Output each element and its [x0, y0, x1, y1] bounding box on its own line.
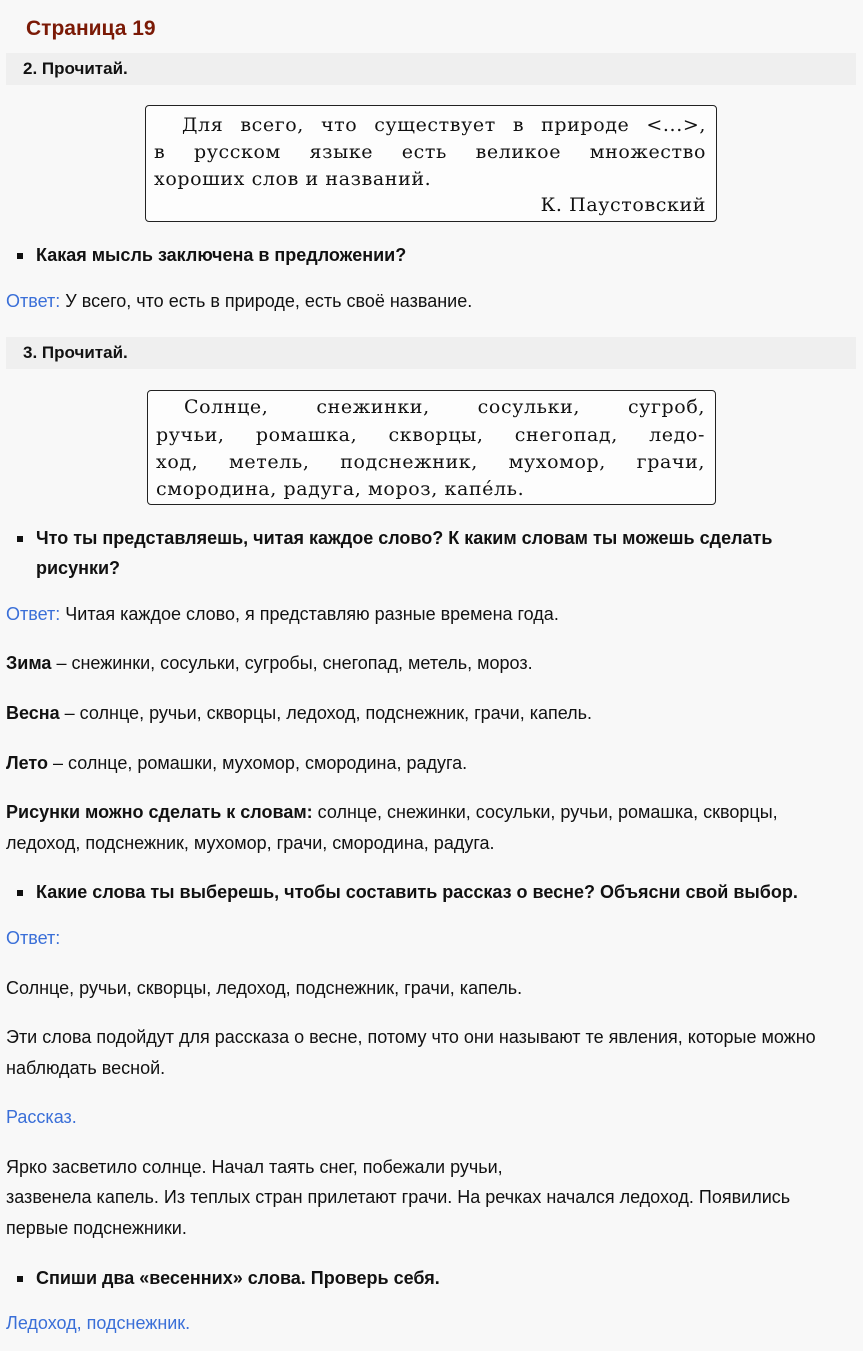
season-name: Лето: [6, 753, 48, 773]
task3-header: 3. Прочитай.: [6, 337, 856, 369]
quote-author: К. Паустовский: [540, 194, 706, 216]
task3-quote-box: [147, 390, 716, 505]
season-spring: [6, 698, 856, 729]
answer-text: Читая каждое слово, я представляю разные времена года.: [60, 604, 559, 624]
task2-header: 2. Прочитай.: [6, 53, 856, 85]
quote-line: хороших слов и названий.: [154, 168, 432, 190]
quote-line: в русском языке есть великое множество: [154, 141, 706, 163]
question-text: Что ты представляешь, читая каждое слово? К каким словам ты можешь сделать рисунки?: [36, 528, 773, 578]
task2-answer: [6, 286, 856, 317]
bullet-icon: [17, 536, 23, 542]
drawings-label: Рисунки можно сделать к словам:: [6, 802, 313, 822]
season-name: Весна: [6, 703, 60, 723]
season-name: Зима: [6, 653, 52, 673]
bullet-icon: [17, 1276, 23, 1282]
question-text: Какие слова ты выберешь, чтобы составить рассказ о весне? Объясни свой выбор.: [36, 882, 798, 902]
season-words: – солнце, ромашки, мухомор, смородина, радуга.: [47, 753, 468, 773]
explanation: Эти слова подойдут для рассказа о весне, потому что они называют те явления, которые можно наблюдать весной.: [6, 1027, 816, 1078]
question-text: Какая мысль заключена в предложении?: [36, 245, 407, 265]
drawings-words: солнце, снежинки, сосульки, ручьи, ромашка, скворцы, ледоход, подснежник, мухомор, грачи, смородина, радуга.: [6, 802, 778, 853]
answer-label: Ответ:: [6, 604, 61, 624]
quote-line: ручьи, ромашка, скворцы, снегопад, ледо-: [156, 424, 705, 446]
task2-quote-box: [145, 105, 717, 222]
question-text: Спиши два «весенних» слова. Проверь себя.: [36, 1268, 440, 1288]
page-title: Страница 19: [26, 17, 156, 40]
task3-q3-answer: Ледоход, подснежник.: [6, 1313, 191, 1333]
season-summer: [6, 748, 856, 779]
story-label: Рассказ.: [6, 1107, 77, 1127]
season-winter: [6, 648, 856, 679]
task2-question: [14, 240, 856, 270]
spring-words: Солнце, ручьи, скворцы, ледоход, подснежник, грачи, капель.: [6, 978, 523, 998]
quote-line: Солнце, снежинки, сосульки, сугроб,: [184, 396, 705, 418]
task3-question-2: [14, 877, 856, 907]
quote-line: ход, метель, подснежник, мухомор, грачи,: [156, 451, 705, 473]
bullet-icon: [17, 890, 23, 896]
season-words: – снежинки, сосульки, сугробы, снегопад, метель, мороз.: [51, 653, 533, 673]
answer-label: Ответ:: [6, 291, 61, 311]
story-line-1: Ярко засветило солнце. Начал таять снег, побежали ручьи,: [6, 1157, 503, 1177]
task3-question-1: [14, 523, 856, 583]
task3-question-3: [14, 1263, 856, 1293]
answer-text: У всего, что есть в природе, есть своё название.: [60, 291, 473, 311]
quote-line: Для всего, что существует в природе <...>,: [182, 114, 706, 136]
drawings-paragraph: [6, 797, 856, 859]
season-words: – солнце, ручьи, скворцы, ледоход, подснежник, грачи, капель.: [59, 703, 593, 723]
story-line-2: зазвенела капель. Из теплых стран прилетают грачи. На речках начался ледоход. Появились первые подснежники.: [6, 1187, 791, 1238]
quote-line: смородина, радуга, мороз, капе́ль.: [156, 478, 525, 500]
bullet-icon: [17, 253, 23, 259]
task3-q1-answer: [6, 599, 856, 630]
task3-q2-answer-label: Ответ:: [6, 928, 61, 948]
